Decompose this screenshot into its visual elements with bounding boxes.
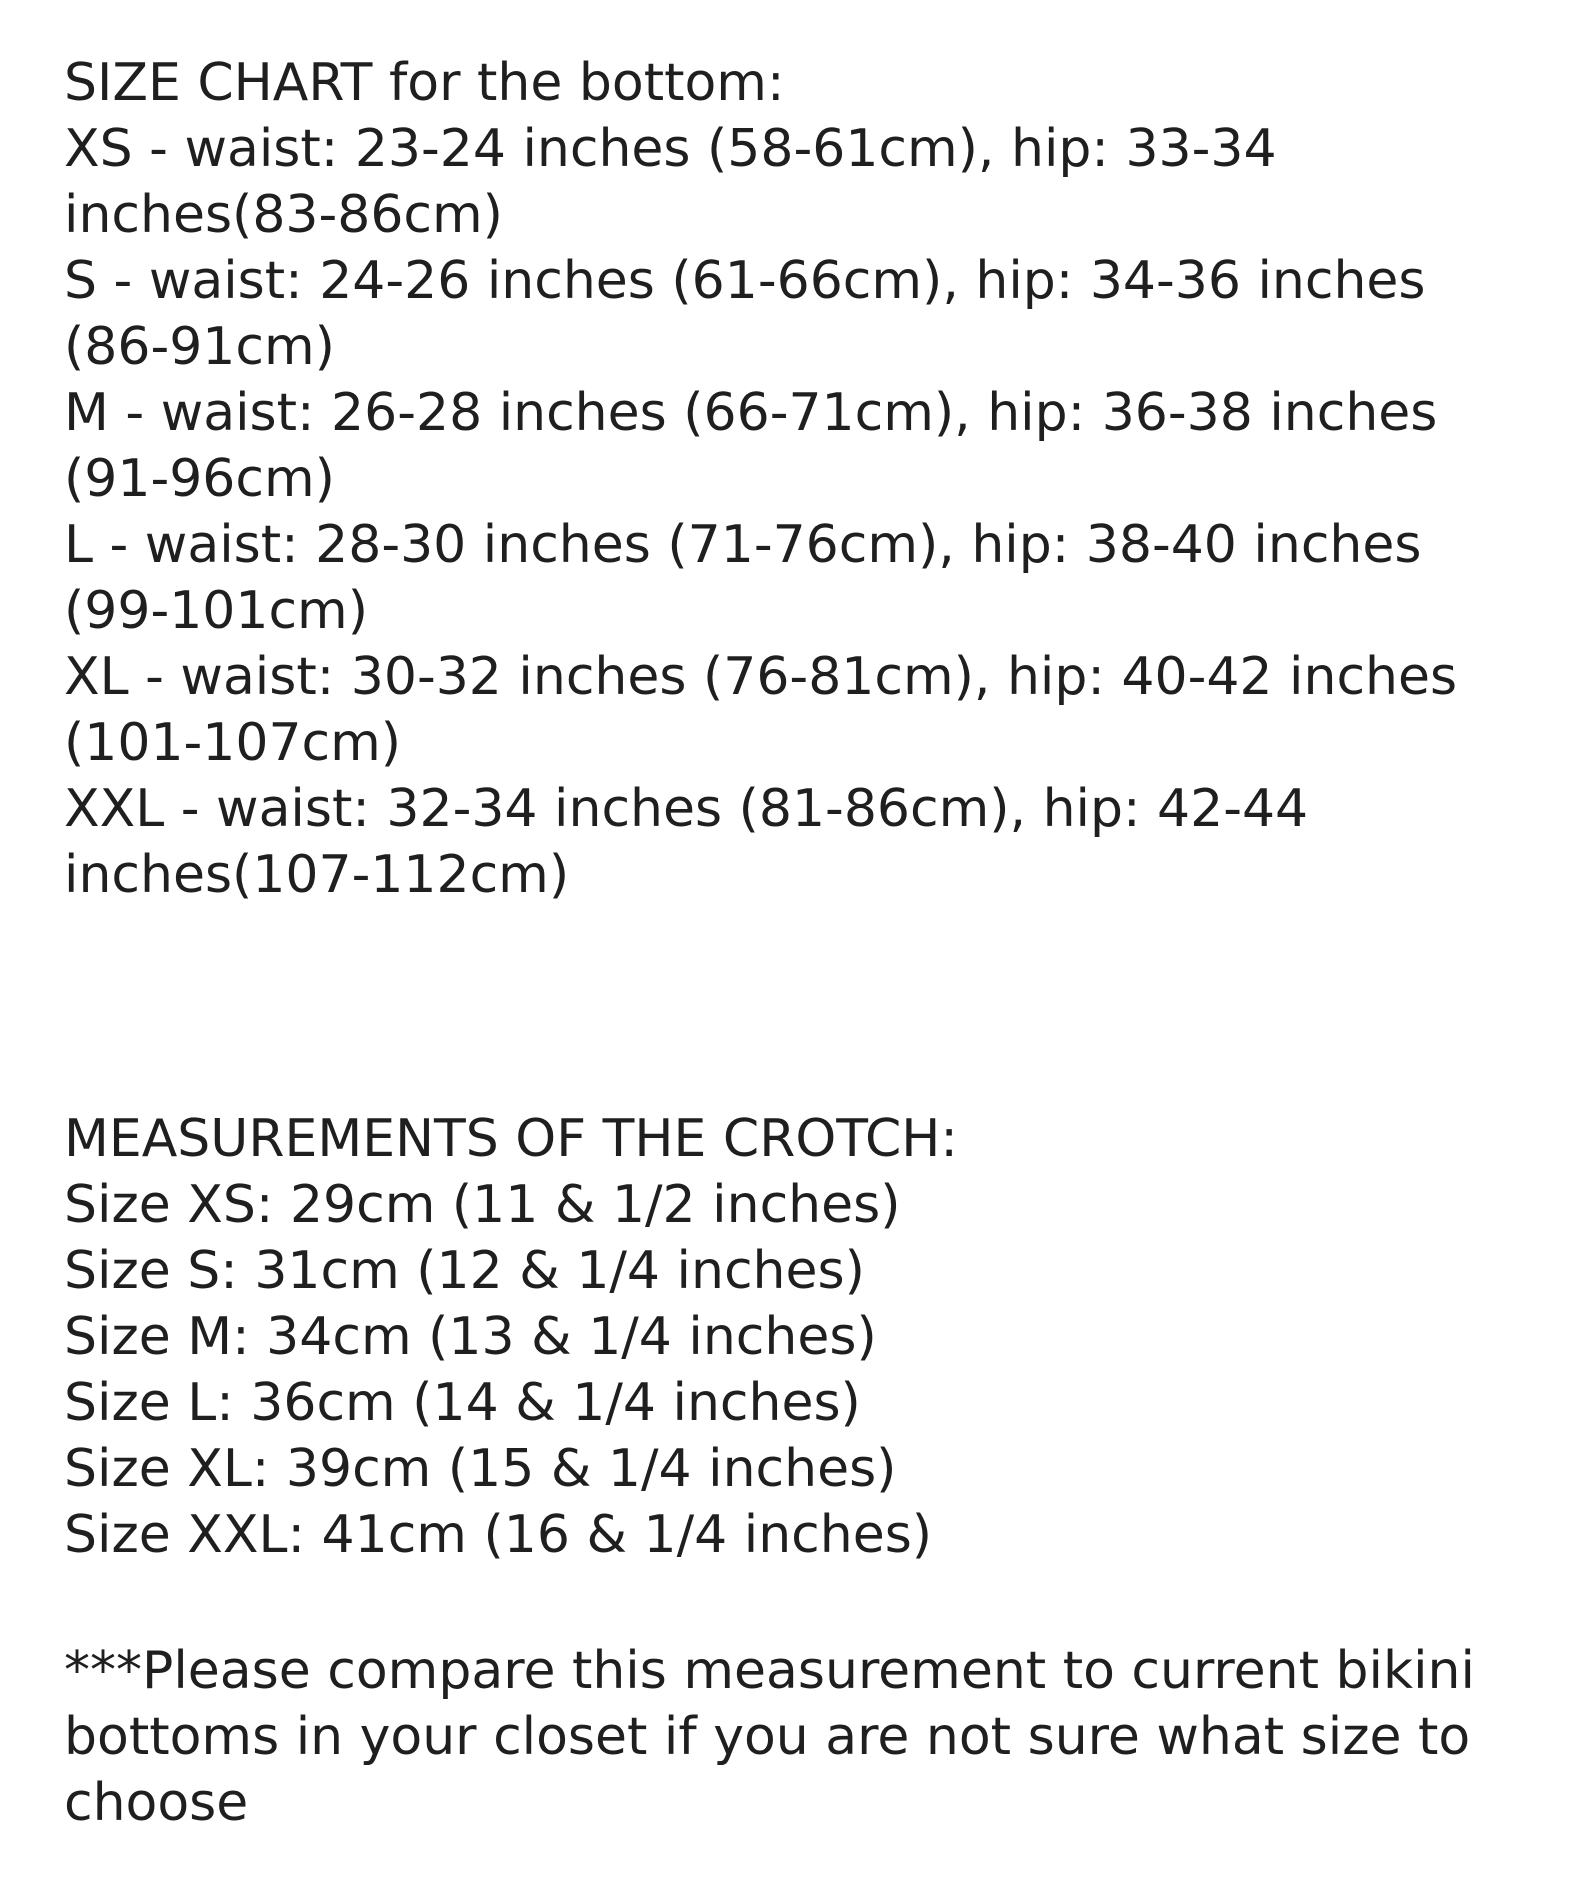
size-info-document (64, 50, 1544, 1836)
note-line: choose (64, 1773, 249, 1833)
crotch-line: Size S: 31cm (12 & 1/4 inches) (64, 1241, 865, 1301)
size-chart-line: S - waist: 24-26 inches (61-66cm), hip: 34-36 inches (64, 251, 1426, 311)
crotch-line: Size M: 34cm (13 & 1/4 inches) (64, 1307, 877, 1367)
note-line: bottoms in your closet if you are not sure what size to (64, 1707, 1471, 1767)
note-line: ***Please compare this measurement to current bikini (64, 1641, 1475, 1701)
crotch-title: MEASUREMENTS OF THE CROTCH: (64, 1109, 958, 1169)
size-chart-line: XXL - waist: 32-34 inches (81-86cm), hip: 42-44 (64, 779, 1309, 839)
size-chart-line: L - waist: 28-30 inches (71-76cm), hip: 38-40 inches (64, 515, 1422, 575)
size-chart-line: XS - waist: 23-24 inches (58-61cm), hip: 33-34 (64, 119, 1277, 179)
crotch-measurements-section (64, 1106, 1544, 1568)
size-chart-line: (91-96cm) (64, 449, 335, 509)
crotch-line: Size XL: 39cm (15 & 1/4 inches) (64, 1439, 897, 1499)
size-chart-line: (99-101cm) (64, 581, 369, 641)
size-chart-line: inches(83-86cm) (64, 185, 503, 245)
crotch-line: Size XS: 29cm (11 & 1/2 inches) (64, 1175, 901, 1235)
crotch-line: Size L: 36cm (14 & 1/4 inches) (64, 1373, 861, 1433)
size-chart-line: XL - waist: 30-32 inches (76-81cm), hip: 40-42 inches (64, 647, 1458, 707)
size-chart-section (64, 50, 1544, 908)
size-chart-line: (101-107cm) (64, 713, 402, 773)
size-chart-line: M - waist: 26-28 inches (66-71cm), hip: 36-38 inches (64, 383, 1438, 443)
crotch-line: Size XXL: 41cm (16 & 1/4 inches) (64, 1505, 933, 1565)
note-section (64, 1638, 1544, 1836)
size-chart-line: inches(107-112cm) (64, 845, 570, 905)
size-chart-line: (86-91cm) (64, 317, 335, 377)
size-chart-title: SIZE CHART for the bottom: (64, 53, 785, 113)
